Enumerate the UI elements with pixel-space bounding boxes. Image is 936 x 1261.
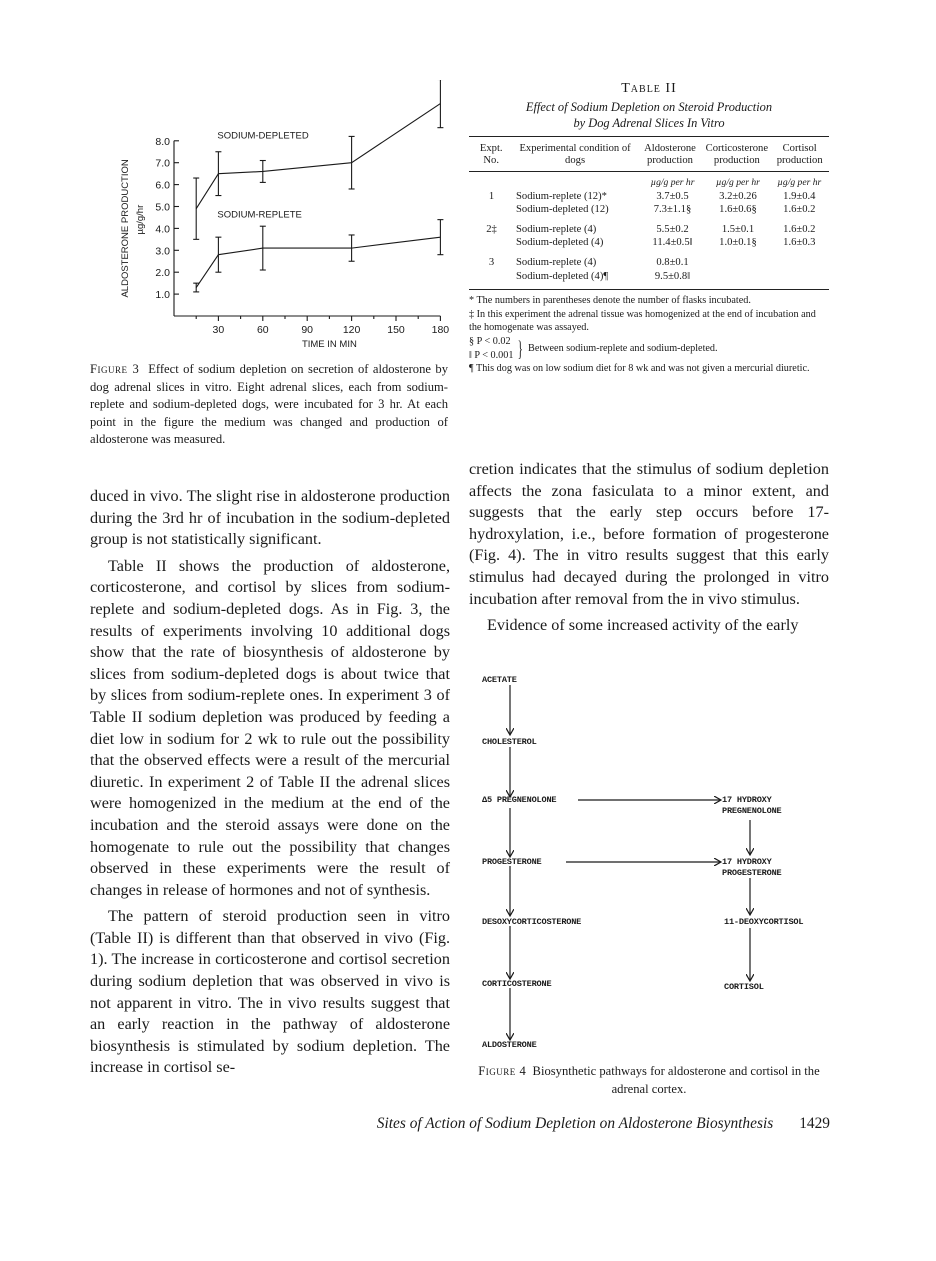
x-tick-label: 30 (212, 324, 225, 336)
node-17-hydroxy-progesterone-line-1: 17 HYDROXY (722, 857, 772, 867)
node-17-hydroxy-pregnenolone (722, 795, 782, 817)
table-row (469, 256, 829, 270)
header-corticosterone: Corticosterone production (705, 143, 769, 166)
x-axis-label: TIME IN MIN (301, 339, 357, 350)
cell-corticosterone: 1.5±0.1 (721, 223, 755, 235)
table-2-units-row (469, 176, 829, 190)
footnote-dagger: ‡ In this experiment the adrenal tissue was homogenized at the end of incubation and the homogenate was assayed. (469, 308, 816, 334)
footnote-p-between: Between sodium-replete and sodium-depleted. (528, 342, 718, 354)
y-tick-label: 5.0 (155, 201, 170, 214)
table-row (469, 270, 829, 284)
cell-cortisol: 1.6±0.3 (783, 237, 816, 249)
cell-aldosterone: 0.8±0.1 (656, 256, 689, 268)
node-desoxycorticosterone: DESOXYCORTICOSTERONE (482, 917, 582, 927)
node-11-deoxycortisol: 11-DEOXYCORTISOL (724, 917, 804, 927)
cell-corticosterone (706, 256, 769, 270)
cell-corticosterone: 1.0±0.1§ (719, 237, 757, 249)
right-paragraph-1: cretion indicates that the stimulus of sodium depletion affects the zona fasiculata to a minor extent, and suggests that the early step occurs before 17-hydroxylation, i.e., before formation of progesterone (Fig. 4). The in vitro results suggest that this early stimulus had decayed during the prolonged in vitro incubation after removal from the in vivo stimulus. (469, 460, 829, 608)
x-tick-label: 90 (301, 324, 314, 336)
cell-expt: 2‡ (486, 223, 497, 235)
node-cholesterol: CHOLESTEROL (482, 737, 537, 747)
table-2-grid (469, 143, 829, 167)
cell-expt (469, 270, 514, 284)
figure-4-caption-text: Biosynthetic pathways for aldosterone and cortisol in the adrenal cortex. (532, 1064, 820, 1096)
footnote-p-values: § P < 0.02 ‖ P < 0.001 } Between sodium-replete and sodium-depleted. (469, 335, 718, 361)
table-2-label: Table II (621, 81, 677, 96)
left-paragraph-1: duced in vivo. The slight rise in aldosterone production during the 3rd hr of incubation in the sodium-depleted group is not statistically significant. (90, 487, 450, 549)
cell-corticosterone: 3.2±0.26 (719, 190, 757, 202)
table-row (469, 236, 829, 250)
cell-cortisol: 1.6±0.2 (783, 204, 816, 216)
table-2-title-line-2: by Dog Adrenal Slices In Vitro (573, 116, 725, 130)
node-17-hydroxy-pregnenolone-line-1: 17 HYDROXY (722, 795, 772, 805)
running-footer (300, 1115, 830, 1133)
node-cortisol: CORTISOL (724, 982, 764, 992)
footnote-p1: § P < 0.02 (469, 335, 511, 347)
cell-corticosterone: 1.6±0.6§ (719, 204, 757, 216)
y-tick-label: 1.0 (155, 289, 170, 302)
figure-3-caption-text: Effect of sodium depletion on secretion of aldosterone by dog adrenal slices in vitro. Eight adrenal slices, each from sodium-replete and sodium-depleted dogs, were incubated for 3 hr. At each point in the figure the medium was changed and production of aldosterone was measured. (90, 362, 449, 447)
units-cortisol: µg/g per hr (777, 177, 822, 188)
units-corticosterone: µg/g per hr (716, 177, 760, 188)
figure-3-chart (108, 80, 458, 350)
footnote-para: ¶ This dog was on low sodium diet for 8 wk and was not given a mercurial diuretic. (469, 363, 810, 375)
series-label: SODIUM-DEPLETED (217, 130, 309, 142)
node-aldosterone: ALDOSTERONE (482, 1040, 537, 1050)
table-row (469, 190, 829, 204)
header-expt: Expt. No. (479, 143, 503, 166)
table-2-title (469, 99, 829, 131)
figure-4-caption (470, 1063, 828, 1098)
node-17-hydroxy-pregnenolone-line-2: PREGNENOLONE (722, 806, 782, 816)
footnote-star: * The numbers in parentheses denote the number of flasks incubated. (469, 295, 751, 307)
y-tick-label: 2.0 (155, 267, 170, 280)
y-axis-label: ALDOSTERONE PRODUCTION (120, 159, 131, 298)
table-2-title-line-1: Effect of Sodium Depletion on Steroid Production (525, 100, 773, 114)
running-title: Sites of Action of Sodium Depletion on Aldosterone Biosynthesis (376, 1115, 774, 1132)
y-tick-label: 8.0 (155, 135, 170, 148)
series-label: SODIUM-REPLETE (217, 209, 302, 221)
left-column (90, 486, 450, 1079)
cell-expt (469, 203, 514, 217)
cell-aldosterone: 7.3±1.1§ (653, 204, 692, 216)
cell-condition: Sodium-depleted (4) (516, 237, 604, 249)
cell-aldosterone: 9.5±0.8‖ (654, 270, 691, 282)
node-acetate: ACETATE (482, 675, 517, 685)
table-2-header-row (469, 143, 829, 167)
y-tick-label: 7.0 (155, 157, 170, 170)
table-row (469, 203, 829, 217)
x-tick-label: 60 (256, 324, 269, 336)
figure-3-caption-label: Figure 3 (90, 362, 140, 376)
cell-expt (469, 236, 514, 250)
figure-4 (470, 668, 840, 1058)
cell-aldosterone: 5.5±0.2 (656, 223, 689, 235)
series-line-replete (196, 237, 440, 287)
table-2 (469, 81, 829, 376)
header-aldosterone: Aldosterone production (644, 143, 696, 166)
node-17-hydroxy-progesterone-line-2: PROGESTERONE (722, 868, 782, 878)
right-paragraph-2: Evidence of some increased activity of the early (487, 616, 799, 635)
cell-condition: Sodium-depleted (4)¶ (516, 270, 609, 282)
cell-condition: Sodium-depleted (12) (516, 204, 609, 216)
node-pregnenolone: Δ5 PREGNENOLONE (482, 795, 557, 805)
cell-cortisol (770, 270, 829, 284)
cell-aldosterone: 11.4±0.5‖ (652, 237, 693, 249)
table-row (469, 223, 829, 237)
cell-cortisol: 1.6±0.2 (783, 223, 816, 235)
header-condition: Experimental condition of dogs (519, 143, 631, 166)
node-progesterone: PROGESTERONE (482, 857, 542, 867)
cell-condition: Sodium-replete (4) (516, 223, 597, 235)
cell-corticosterone (706, 270, 769, 284)
figure-3-caption (90, 361, 448, 449)
figure-3 (108, 80, 458, 350)
x-tick-label: 150 (387, 324, 405, 336)
x-tick-label: 180 (431, 324, 450, 336)
x-tick-label: 120 (342, 324, 361, 336)
table-2-body (469, 176, 829, 283)
cell-expt: 3 (488, 256, 495, 268)
cell-cortisol: 1.9±0.4 (783, 190, 816, 202)
page-number: 1429 (799, 1115, 830, 1132)
y-tick-label: 4.0 (155, 223, 170, 236)
cell-aldosterone: 3.7±0.5 (656, 190, 689, 202)
footnote-p2: ‖ P < 0.001 (469, 349, 514, 361)
table-2-footnotes (469, 294, 829, 376)
cell-condition: Sodium-replete (12)* (516, 190, 607, 202)
right-column (469, 459, 829, 637)
y-axis-units: µg/g/hr (135, 204, 146, 235)
units-aldosterone: µg/g per hr (650, 177, 695, 188)
y-tick-label: 6.0 (155, 179, 170, 192)
figure-4-caption-label: Figure 4 (478, 1064, 527, 1078)
node-17-hydroxy-progesterone (722, 857, 782, 879)
header-cortisol: Cortisol production (776, 143, 823, 166)
cell-expt: 1 (488, 190, 495, 202)
y-tick-label: 3.0 (155, 245, 170, 258)
left-paragraph-3: The pattern of steroid production seen in vitro (Table II) is different than that observed in vivo (Fig. 1). The increase in corticosterone and cortisol secretion during sodium depletion that was observed in vivo is not apparent in vitro. The in vivo results suggest that an early reaction in the pathway of aldosterone biosynthesis is stimulated by sodium depletion. The increase in cortisol se- (90, 907, 450, 1077)
node-corticosterone: CORTICOSTERONE (482, 979, 552, 989)
cell-cortisol (770, 256, 829, 270)
series-line-depleted (196, 104, 440, 209)
cell-condition: Sodium-replete (4) (516, 256, 597, 268)
left-paragraph-2: Table II shows the production of aldosterone, corticosterone, and cortisol by slices from sodium-replete and sodium-depleted dogs. As in Fig. 3, the results of experiments involving 10 additional dogs show that the rate of biosynthesis of aldosterone by slices from sodium-depleted dogs is about twice that by slices from sodium-replete ones. In experiment 3 of Table II sodium depletion was produced by feeding a diet low in sodium for 2 wk to rule out the possibility that the observed effects were a result of the mercurial diuretic. In experiment 2 of Table II the adrenal slices were homogenized in the medium at the end of the incubation and the steroid assays were done on the homogenate to rule out the possibility that changes observed in these experiments were the result of changes in release of hormones and not of synthesis. (90, 556, 450, 899)
